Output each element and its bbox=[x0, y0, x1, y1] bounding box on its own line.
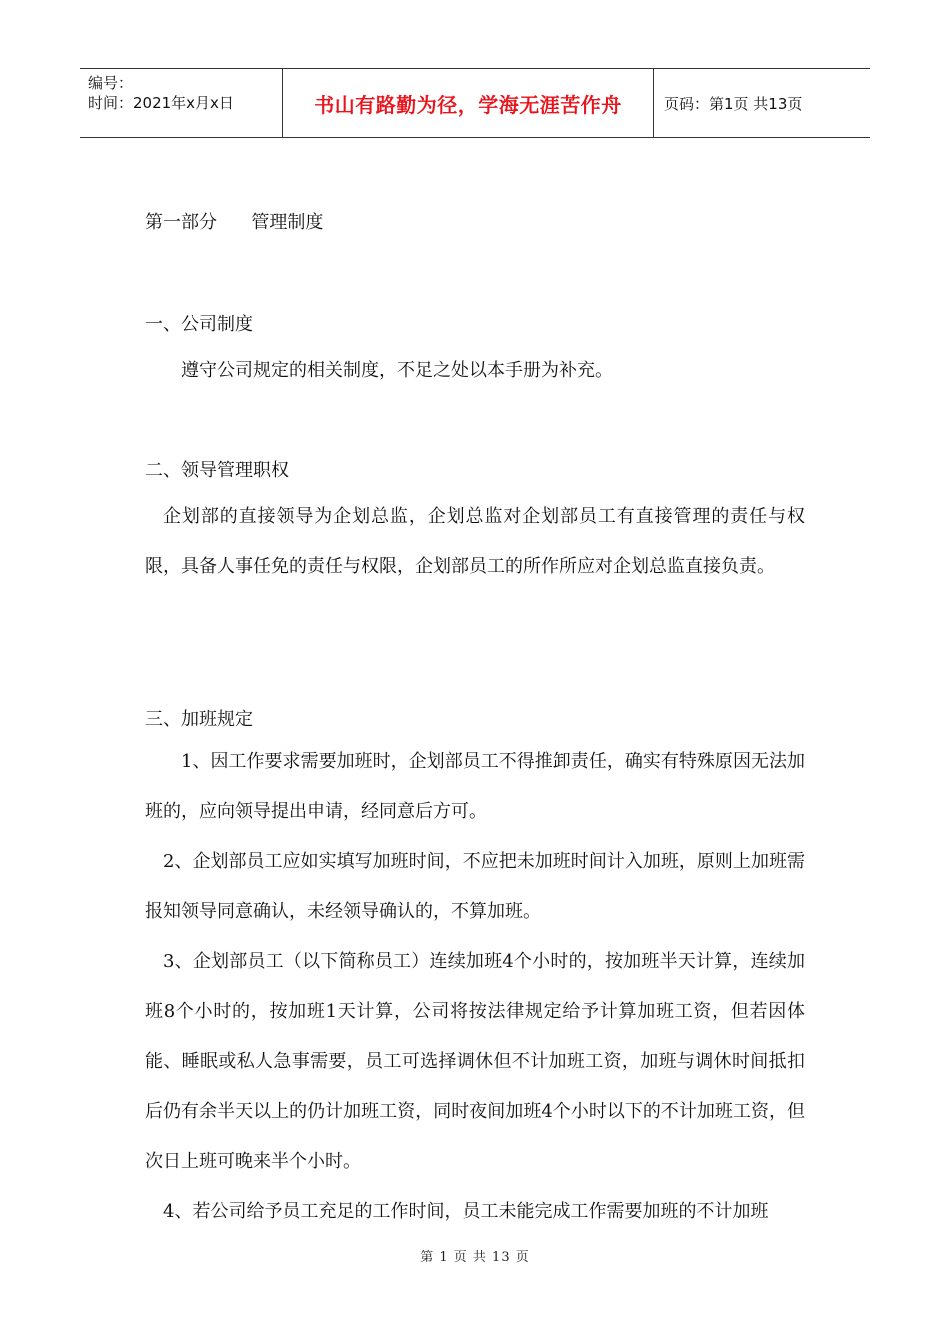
header-motto: 书山有路勤为径，学海无涯苦作舟 bbox=[282, 69, 654, 137]
section-1-heading: 一、公司制度 bbox=[145, 314, 253, 335]
section-3-item-1: 1、因工作要求需要加班时，企划部员工不得推卸责任，确实有特殊原因无法加班的，应向领导提出申请，经同意后方可。 bbox=[145, 751, 805, 822]
page-footer: 第 1 页 共 13 页 bbox=[420, 1250, 530, 1265]
time-label: 时间：2021年x月x日 bbox=[88, 94, 234, 112]
number-label: 编号： bbox=[88, 74, 134, 92]
header-meta bbox=[80, 69, 282, 137]
section-3-item-3: 3、企划部员工（以下简称员工）连续加班4个小时的，按加班半天计算，连续加班8个小时的，按加班1天计算，公司将按法律规定给予计算加班工资，但若因体能、睡眠或私人急事需要，员工可选择调休但不计加班工资，加班与调休时间抵扣后仍有余半天以上的仍计加班工资，同时夜间加班4个小时以下的不计加班工资，但次日上班可晚来半个小时。 bbox=[145, 951, 805, 1172]
section-3-item-4: 4、若公司给予员工充足的工作时间，员工未能完成工作需要加班的不计加班 bbox=[163, 1201, 769, 1222]
section-2-heading: 二、领导管理职权 bbox=[145, 460, 289, 481]
part-title: 第一部分 管理制度 bbox=[145, 212, 324, 233]
section-1-text: 遵守公司规定的相关制度，不足之处以本手册为补充。 bbox=[181, 360, 613, 381]
page-header bbox=[80, 68, 870, 138]
header-page-info: 页码：第1页 共13页 bbox=[664, 94, 803, 113]
section-3-item-2: 2、企划部员工应如实填写加班时间，不应把未加班时间计入加班，原则上加班需报知领导同意确认，未经领导确认的，不算加班。 bbox=[145, 851, 805, 922]
section-2-text: 企划部的直接领导为企划总监，企划总监对企划部员工有直接管理的责任与权限，具备人事任免的责任与权限，企划部员工的所作所应对企划总监直接负责。 bbox=[145, 506, 805, 577]
section-3-heading: 三、加班规定 bbox=[145, 709, 253, 730]
